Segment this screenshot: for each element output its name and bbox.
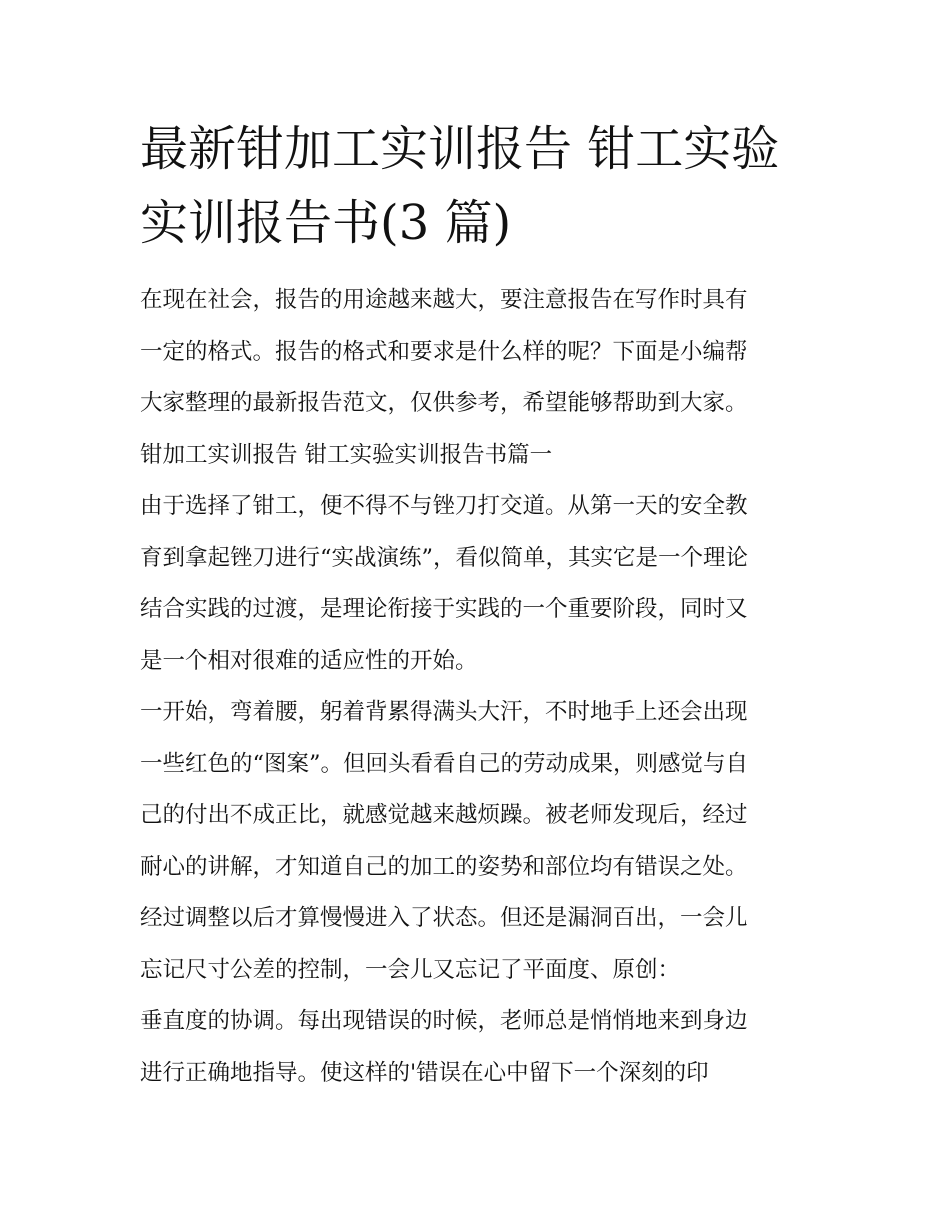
intro-paragraph (140, 280, 830, 435)
text-line: 结合实践的过渡，是理论衔接于实践的一个重要阶段，同时又 (140, 596, 748, 622)
text-line: 垂直度的协调。每出现错误的时候，老师总是悄悄地来到身边 (140, 1008, 748, 1034)
text-line: 耐心的讲解，才知道自己的加工的姿势和部位均有错误之处。 (140, 853, 748, 880)
title-line: 最新钳加工实训报告 钳工实验 (140, 121, 780, 177)
text-line: 大家整理的最新报告范文，仅供参考，希望能够帮助到大家。 (140, 390, 748, 416)
text-line: 由于选择了钳工，便不得不与锉刀打交道。从第一天的安全教 (140, 493, 748, 519)
title-line: 实训报告书(3 篇) (140, 195, 512, 251)
body-paragraph-1 (140, 486, 830, 692)
text-line: 一开始，弯着腰，躬着背累得满头大汗，不时地手上还会出现 (140, 699, 748, 725)
text-line: 经过调整以后才算慢慢进入了状态。但还是漏洞百出，一会儿 (140, 905, 748, 931)
text-line: 进行正确地指导。使这样的'错误在心中留下一个深刻的印 (140, 1059, 709, 1086)
text-line: 一些红色的“图案”。但回头看看自己的劳动成果，则感觉与自 (140, 750, 749, 777)
section-heading (140, 435, 830, 487)
text-line: 忘记尺寸公差的控制，一会儿又忘记了平面度、原创： (140, 956, 681, 983)
body-paragraph-3 (140, 1001, 830, 1104)
text-line: 是一个相对很难的适应性的开始。 (140, 647, 478, 674)
text-line: 一定的格式。报告的格式和要求是什么样的呢？下面是小编帮 (140, 338, 748, 365)
text-line: 钳加工实训报告 钳工实验实训报告书篇一 (140, 441, 553, 468)
document-body (140, 280, 830, 1104)
text-line: 己的付出不成正比，就感觉越来越烦躁。被老师发现后，经过 (140, 802, 748, 828)
document-title (140, 112, 830, 260)
text-line: 在现在社会，报告的用途越来越大，要注意报告在写作时具有 (140, 287, 748, 313)
text-line: 育到拿起锉刀进行“实战演练”，看似简单，其实它是一个理论 (140, 544, 749, 571)
body-paragraph-2 (140, 692, 830, 1001)
